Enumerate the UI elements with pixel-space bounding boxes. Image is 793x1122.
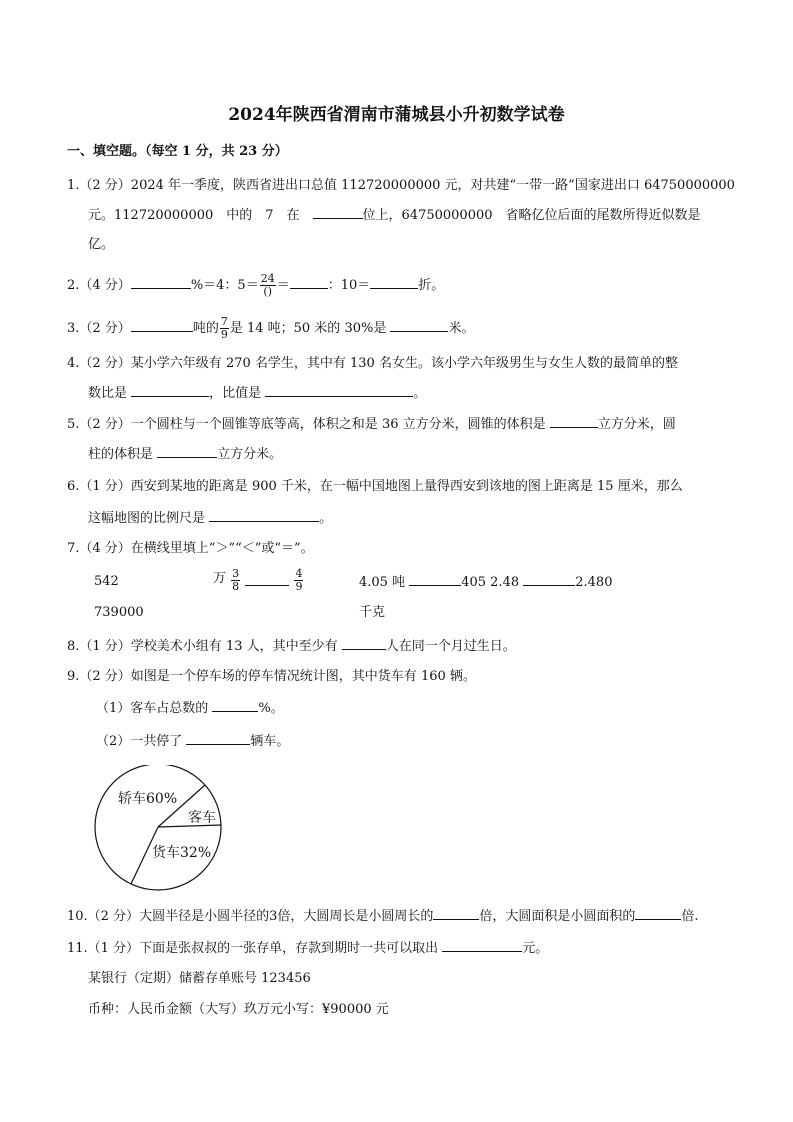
question-5-text-a: 5.（2 分）一个圆柱与一个圆锥等底等高，体积之和是 36 立方分米，圆锥的体积是 bbox=[67, 417, 550, 432]
question-5-text-c: 柱的体积是 bbox=[88, 447, 158, 462]
answer-blank[interactable] bbox=[212, 699, 258, 712]
question-1-line-2 bbox=[88, 206, 701, 225]
answer-blank[interactable] bbox=[523, 573, 575, 586]
fraction-numerator: 24 bbox=[260, 272, 275, 285]
question-10 bbox=[67, 907, 699, 926]
pie-label-bus: 客车 bbox=[188, 810, 216, 826]
deposit-slip-line-1: 某银行（定期）储蓄存单账号 123456 bbox=[88, 971, 311, 986]
section-heading-fill-blank: 一、填空题。（每空 1 分，共 23 分） bbox=[67, 144, 288, 159]
question-6-line-2 bbox=[88, 509, 332, 528]
answer-blank[interactable] bbox=[390, 319, 448, 332]
answer-blank[interactable] bbox=[342, 637, 386, 650]
question-10-text-a: 10.（2 分）大圆半径是小圆半径的3倍，大圆周长是小圆周长的 bbox=[67, 909, 434, 924]
question-6-line-1: 6.（1 分）西安到某地的距离是 900 千米，在一幅中国地图上量得西安到该地的图上距离是 15 厘米，那么 bbox=[67, 479, 683, 494]
answer-blank[interactable] bbox=[550, 415, 598, 428]
fraction-denominator: () bbox=[263, 285, 273, 298]
question-11-text-b: 元。 bbox=[522, 941, 549, 956]
question-9-sub-2 bbox=[96, 732, 289, 751]
deposit-slip-line-2: 币种：人民币金额（大写）玖万元小写：¥90000 元 bbox=[88, 1002, 389, 1017]
fraction-denominator: 9 bbox=[220, 328, 228, 341]
fraction-numerator: 7 bbox=[220, 315, 228, 328]
fraction-numerator: 4 bbox=[295, 567, 303, 580]
question-10-text-c: 倍. bbox=[681, 909, 699, 924]
answer-blank[interactable] bbox=[265, 384, 413, 397]
answer-blank[interactable] bbox=[433, 907, 479, 920]
question-2-text-d: ：10＝ bbox=[327, 278, 371, 293]
question-2-text-b: %＝4：5＝ bbox=[190, 278, 259, 293]
question-6-text-a: 这幅地图的比例尺是 bbox=[88, 511, 210, 526]
answer-blank[interactable] bbox=[370, 276, 418, 289]
question-3 bbox=[67, 316, 474, 341]
answer-blank[interactable] bbox=[290, 276, 328, 289]
question-3-text-c: 是 14 吨；50 米的 30%是 bbox=[229, 321, 391, 336]
question-8-text-a: 8.（1 分）学校美术小组有 13 人，其中至少有 bbox=[67, 639, 342, 654]
question-10-text-b: 倍，大圆面积是小圆面积的 bbox=[479, 909, 636, 924]
compare-item-3-text-c: 2.480 bbox=[575, 575, 613, 590]
compare-item-1-bottom: 739000 bbox=[94, 605, 144, 620]
question-4-text-c: 。 bbox=[413, 386, 427, 401]
fraction-numerator: 3 bbox=[232, 567, 240, 580]
answer-blank[interactable] bbox=[186, 732, 250, 745]
answer-blank[interactable] bbox=[245, 568, 289, 586]
question-5-line-2 bbox=[88, 445, 282, 464]
question-1-line-1: 1.（2 分）2024 年一季度，陕西省进出口总值 112720000000 元，对共建“一带一路”国家进出口 64750000000 bbox=[67, 178, 735, 193]
answer-blank[interactable] bbox=[442, 939, 522, 952]
question-4-text-a: 数比是 bbox=[88, 386, 132, 401]
fraction-denominator: 8 bbox=[232, 580, 240, 593]
answer-blank[interactable] bbox=[131, 276, 191, 289]
fraction bbox=[294, 568, 303, 593]
question-1-text-b: 位上，64750000000 省略亿位后面的尾数所得近似数是 bbox=[362, 208, 701, 223]
question-5-text-d: 立方分米。 bbox=[217, 447, 283, 462]
question-3-text-b: 吨的 bbox=[192, 321, 219, 336]
fraction-denominator: 9 bbox=[295, 580, 303, 593]
answer-blank[interactable] bbox=[313, 206, 363, 219]
question-4-line-1: 4.（2 分）某小学六年级有 270 名学生，其中有 130 名女生。该小学六年级男生与女生人数的最简单的整 bbox=[67, 356, 678, 371]
question-5-line-1 bbox=[67, 415, 676, 434]
parking-pie-chart bbox=[90, 765, 230, 895]
fraction bbox=[260, 273, 276, 298]
compare-item-3-text-a: 4.05 吨 bbox=[359, 575, 406, 590]
answer-blank[interactable] bbox=[131, 319, 193, 332]
compare-item-3-text-b: 405 2.48 bbox=[461, 575, 520, 590]
question-9-sub-2-text-a: （2）一共停了 bbox=[96, 734, 187, 749]
answer-blank[interactable] bbox=[209, 509, 319, 522]
compare-item-3-unit: 千克 bbox=[359, 605, 386, 620]
question-2 bbox=[67, 273, 444, 298]
pie-label-car: 轿车60% bbox=[118, 791, 178, 807]
question-7-line-1: 7.（4 分）在横线里填上“＞”“＜”或“＝”。 bbox=[67, 541, 314, 556]
fraction bbox=[231, 568, 240, 593]
answer-blank[interactable] bbox=[157, 445, 217, 458]
question-3-number: 3.（2 分） bbox=[67, 321, 131, 336]
question-4-line-2 bbox=[88, 384, 426, 403]
fraction bbox=[220, 316, 229, 341]
answer-blank[interactable] bbox=[635, 907, 681, 920]
question-9-sub-1-text-b: %。 bbox=[258, 701, 284, 716]
question-9-sub-1 bbox=[96, 699, 284, 718]
question-11 bbox=[67, 939, 548, 958]
question-6-text-b: 。 bbox=[319, 511, 333, 526]
compare-item-2 bbox=[213, 568, 304, 593]
question-9-sub-2-text-b: 辆车。 bbox=[250, 734, 290, 749]
compare-item-1-top: 542 bbox=[94, 574, 119, 589]
question-1-text-a: 元。112720000000 中的 7 在 bbox=[88, 208, 313, 223]
answer-blank[interactable] bbox=[131, 384, 209, 397]
compare-item-2-unit: 万 bbox=[213, 571, 227, 586]
question-11-text-a: 11.（1 分）下面是张叔叔的一张存单，存款到期时一共可以取出 bbox=[67, 941, 443, 956]
answer-blank[interactable] bbox=[409, 573, 461, 586]
compare-item-3 bbox=[359, 573, 612, 592]
question-2-text-e: 折。 bbox=[418, 278, 445, 293]
question-3-text-d: 米。 bbox=[448, 321, 475, 336]
question-2-number: 2.（4 分） bbox=[67, 278, 131, 293]
question-4-text-b: ，比值是 bbox=[209, 386, 266, 401]
question-8 bbox=[67, 637, 516, 656]
pie-label-truck: 货车32% bbox=[152, 845, 212, 861]
question-9-line-1: 9.（2 分）如图是一个停车场的停车情况统计图，其中货车有 160 辆。 bbox=[67, 669, 476, 684]
question-5-text-b: 立方分米，圆 bbox=[597, 417, 676, 432]
page-title: 2024年陕西省渭南市蒲城县小升初数学试卷 bbox=[228, 105, 565, 125]
question-1-line-3: 亿。 bbox=[88, 237, 115, 252]
question-8-text-b: 人在同一个月过生日。 bbox=[385, 639, 516, 654]
question-2-text-c: ＝ bbox=[276, 278, 290, 293]
question-9-sub-1-text-a: （1）客车占总数的 bbox=[96, 701, 213, 716]
